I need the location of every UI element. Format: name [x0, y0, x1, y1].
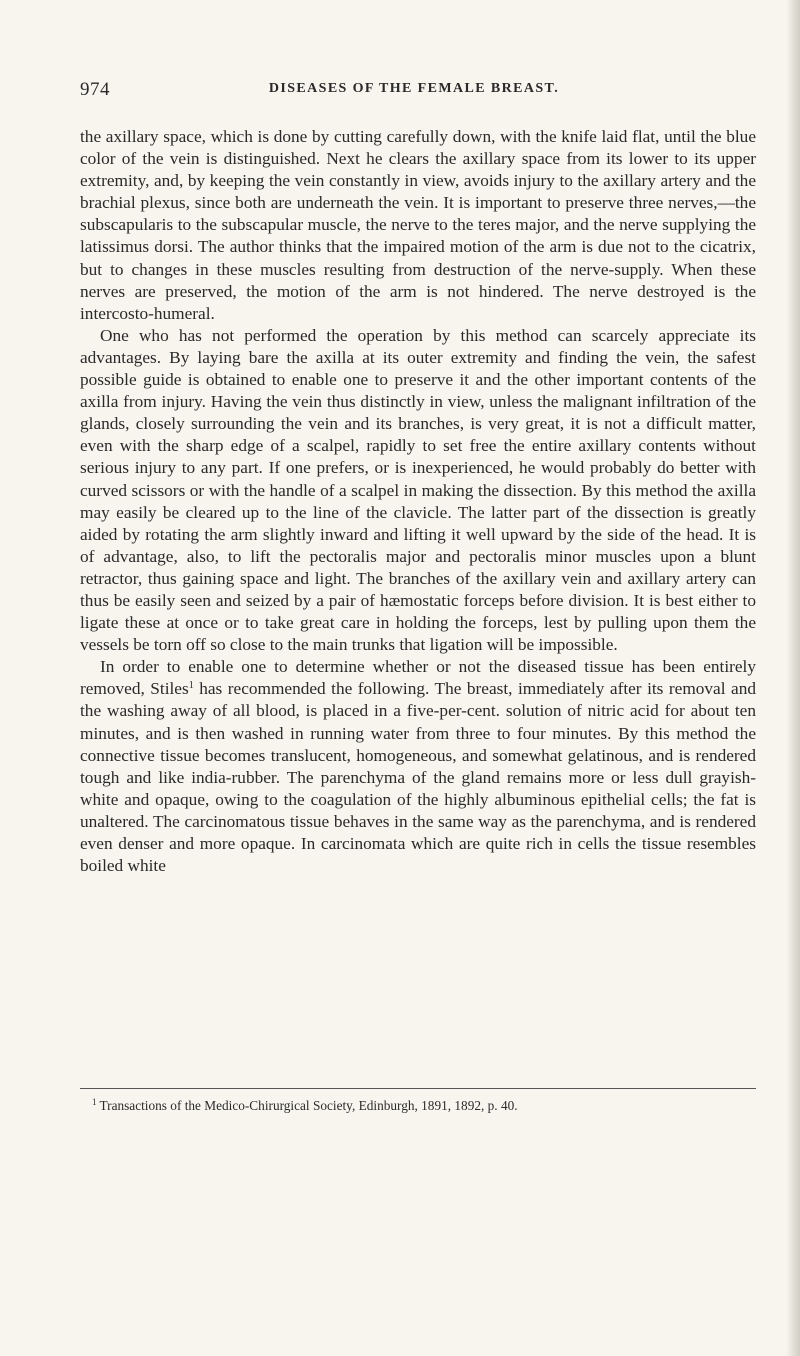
footnote-mark: 1: [92, 1097, 97, 1107]
page-number: 974: [80, 79, 110, 100]
body-text: [80, 126, 756, 877]
paragraph: One who has not performed the operation by this method can scarcely appreciate its advantages. By laying bare the axilla at its outer extremity and finding the vein, the safest possible guide is obtained to enable one to preserve it and the other important contents of the axilla from injury. Having the vein thus distinctly in view, unless the malignant infiltration of the glands, closely surrounding the vein and its branches, is very great, it is not a difficult matter, even with the sharp edge of a scalpel, rapidly to set free the entire axillary contents without serious injury to any part. If one prefers, or is inexperienced, he would probably do better with curved scissors or with the handle of a scalpel in making the dissection. By this method the axilla may easily be cleared up to the line of the clavicle. The latter part of the dissection is greatly aided by rotating the arm slightly inward and lifting it well upward by the side of the head. It is of advantage, also, to lift the pectoralis major and pectoralis minor muscles upon a blunt retractor, thus gaining space and light. The branches of the axillary vein and axillary artery can thus be easily seen and seized by a pair of hæmostatic forceps before division. It is best either to ligate these at once or to take great care in holding the forceps, lest by pulling upon them the vessels be torn off so close to the main trunks that ligation will be impossible.: [80, 325, 756, 655]
footnote: [92, 1093, 756, 1115]
paragraph: the axillary space, which is done by cutting carefully down, with the knife laid flat, until the blue color of the vein is distinguished. Next he clears the axillary space from its lower to its upper extremity, and, by keeping the vein constantly in view, avoids injury to the axillary artery and the brachial plexus, since both are underneath the vein. It is important to preserve three nerves,—the subscapularis to the subscapular muscle, the nerve to the teres major, and the nerve supplying the latissimus dorsi. The author thinks that the impaired motion of the arm is due not to the cicatrix, but to changes in these muscles resulting from destruction of the nerve-supply. When these nerves are preserved, the motion of the arm is not hindered. The nerve destroyed is the intercosto-humeral.: [80, 127, 756, 323]
running-head: DISEASES OF THE FEMALE BREAST.: [268, 81, 560, 96]
footnote-reference: 1: [188, 680, 194, 692]
footnote-rule: [80, 1088, 756, 1089]
paragraph-text: has recommended the following. The breast, immediately after its removal and the washing away of all blood, is placed in a five-per-cent. solution of nitric acid for about ten minutes, and is then washed in running water from three to four minutes. By this method the connective tissue becomes translucent, homogeneous, and somewhat gelatinous, and is rendered tough and like india-rubber. The parenchyma of the gland remains more or less dull grayish-white and opaque, owing to the coagulation of the highly albuminous epithelial cells; the fat is unaltered. The carcinomatous tissue behaves in the same way as the parenchyma, and is rendered even denser and more opaque. In carcinomata which are quite rich in cells the tissue resembles boiled white: [80, 679, 756, 876]
footnote-text: Transactions of the Medico-Chirurgical Society, Edinburgh, 1891, 1892, p. 40.: [99, 1098, 518, 1113]
page-edge-shadow: [786, 0, 800, 1356]
paragraph-text: In order to enable one to determine whether or not the diseased tissue has been entirely removed, Stiles: [80, 657, 756, 699]
page-header: [74, 79, 754, 103]
paragraph: [80, 656, 756, 877]
